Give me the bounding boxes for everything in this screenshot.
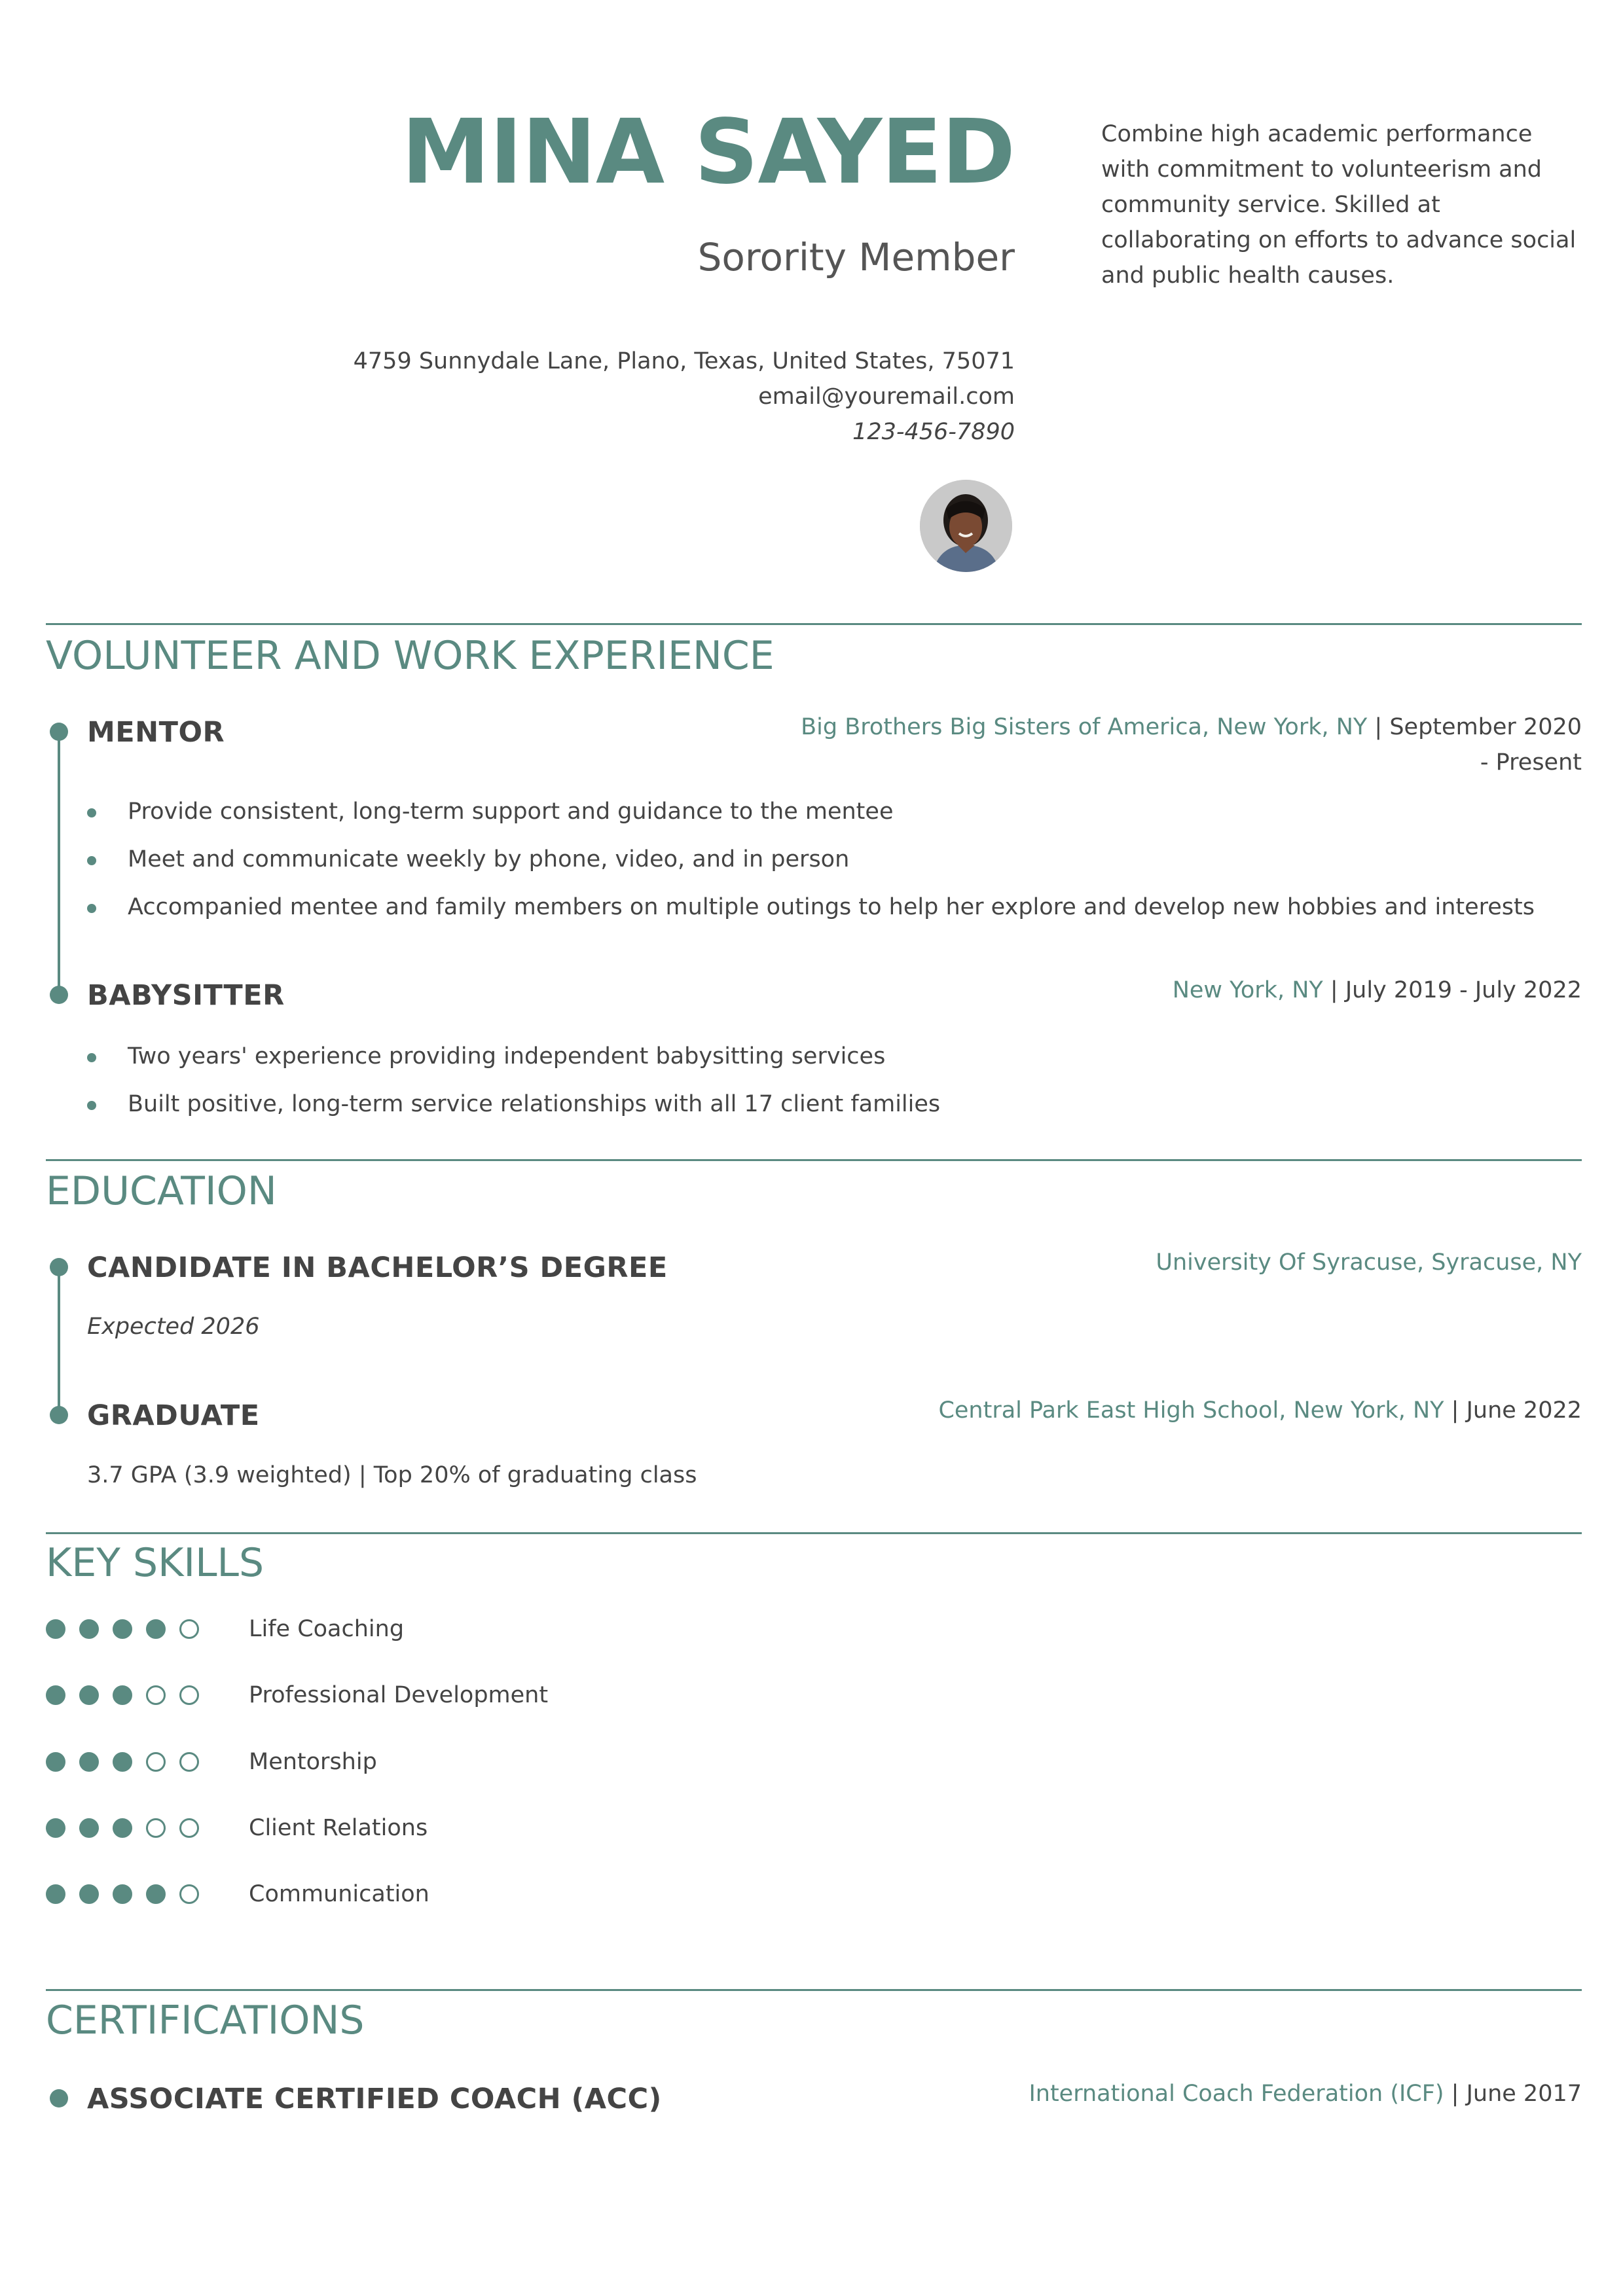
education-detail: Expected 2026 [87,1314,260,1340]
rating-filled-dot [46,1619,65,1639]
section-divider [46,623,1582,625]
skill-rating [46,1683,216,1709]
section-divider [46,1532,1582,1534]
phone-text[interactable]: 123-456-7890 [852,419,1015,445]
email-text[interactable]: email@youremail.com [758,384,1015,410]
certification-name: ASSOCIATE CERTIFIED COACH (ACC) [87,2083,662,2115]
skill-name: Client Relations [249,1815,428,1841]
profile-summary: Combine high academic performance with commitment to volunteerism and community service. Skilled at collaborating on efforts to advance social and public health causes. [1101,121,1577,289]
rating-empty-dot [179,1884,199,1904]
experience-dates: September 2020 - Present [1389,714,1582,776]
experience-bullets [87,1039,940,1134]
rating-filled-dot [79,1619,99,1639]
rating-filled-dot [46,1685,65,1705]
education-degree: GRADUATE [87,1399,260,1432]
bullet-item: Provide consistent, long-term support and guidance to the mentee [87,794,1535,842]
bullet-item: Built positive, long-term service relationships with all 17 client families [87,1086,940,1134]
rating-filled-dot [113,1818,132,1838]
section-divider [46,1989,1582,1991]
rating-filled-dot [79,1884,99,1904]
rating-filled-dot [113,1884,132,1904]
rating-empty-dot [179,1619,199,1639]
rating-filled-dot [146,1619,166,1639]
candidate-name: MINA SAYED [401,101,1015,204]
skill-rating [46,1882,216,1908]
rating-filled-dot [79,1685,99,1705]
address-text: 4759 Sunnydale Lane, Plano, Texas, United States, 75071 [353,348,1015,374]
rating-filled-dot [79,1818,99,1838]
experience-meta [796,973,1582,1008]
certifications-section-title: CERTIFICATIONS [46,1998,365,2043]
certification-dates: June 2017 [1466,2081,1582,2107]
certification-org: International Coach Federation (ICF) [1029,2081,1444,2107]
education-degree: CANDIDATE IN BACHELOR’S DEGREE [87,1251,668,1284]
experience-org: Big Brothers Big Sisters of America, New York, NY [801,714,1368,740]
rating-empty-dot [179,1752,199,1772]
avatar [920,480,1012,572]
timeline-dot [50,1258,68,1276]
rating-empty-dot [146,1685,166,1705]
meta-separator: | [1322,977,1345,1003]
rating-empty-dot [146,1752,166,1772]
experience-role: MENTOR [87,716,225,749]
rating-filled-dot [46,1884,65,1904]
skill-rating [46,1749,216,1776]
education-org: University Of Syracuse, Syracuse, NY [1156,1249,1582,1276]
education-meta [796,1245,1582,1280]
bullet-item: Two years' experience providing independent babysitting services [87,1039,940,1086]
skills-section-title: KEY SKILLS [46,1540,264,1586]
education-org: Central Park East High School, New York, NY [938,1397,1444,1424]
section-divider [46,1159,1582,1161]
candidate-headline: Sorority Member [697,235,1015,279]
timeline-line [58,1267,60,1415]
bullet-item: Meet and communicate weekly by phone, video, and in person [87,842,1535,889]
timeline-dot [50,1406,68,1424]
timeline-dot [50,2089,68,2108]
contact-block [164,344,1015,450]
bullet-item: Accompanied mentee and family members on multiple outings to help her explore and develop new hobbies and interests [87,889,1535,937]
experience-bullets [87,794,1535,937]
skill-name: Professional Development [249,1682,549,1708]
rating-empty-dot [179,1685,199,1705]
skill-name: Mentorship [249,1749,377,1775]
meta-separator: | [1444,1397,1467,1424]
rating-filled-dot [113,1752,132,1772]
skill-name: Life Coaching [249,1616,405,1642]
education-dates: June 2022 [1466,1397,1582,1424]
education-meta [796,1393,1582,1428]
timeline-line [58,732,60,995]
rating-filled-dot [113,1619,132,1639]
skill-name: Communication [249,1881,429,1907]
education-detail: 3.7 GPA (3.9 weighted) | Top 20% of graduating class [87,1462,697,1488]
rating-filled-dot [46,1752,65,1772]
avatar-photo-icon [920,480,1012,572]
meta-separator: | [1367,714,1390,740]
education-section-title: EDUCATION [46,1168,277,1214]
rating-filled-dot [79,1752,99,1772]
skill-rating [46,1816,216,1842]
experience-role: BABYSITTER [87,979,285,1012]
rating-filled-dot [113,1685,132,1705]
timeline-dot [50,723,68,741]
certification-meta [796,2076,1582,2111]
rating-filled-dot [46,1818,65,1838]
rating-empty-dot [179,1818,199,1838]
experience-dates: July 2019 - July 2022 [1345,977,1582,1003]
skill-rating [46,1617,216,1643]
experience-meta [796,709,1582,780]
timeline-dot [50,986,68,1004]
rating-filled-dot [146,1884,166,1904]
experience-org: New York, NY [1172,977,1323,1003]
rating-empty-dot [146,1818,166,1838]
meta-separator: | [1444,2081,1467,2107]
experience-section-title: VOLUNTEER AND WORK EXPERIENCE [46,633,775,679]
